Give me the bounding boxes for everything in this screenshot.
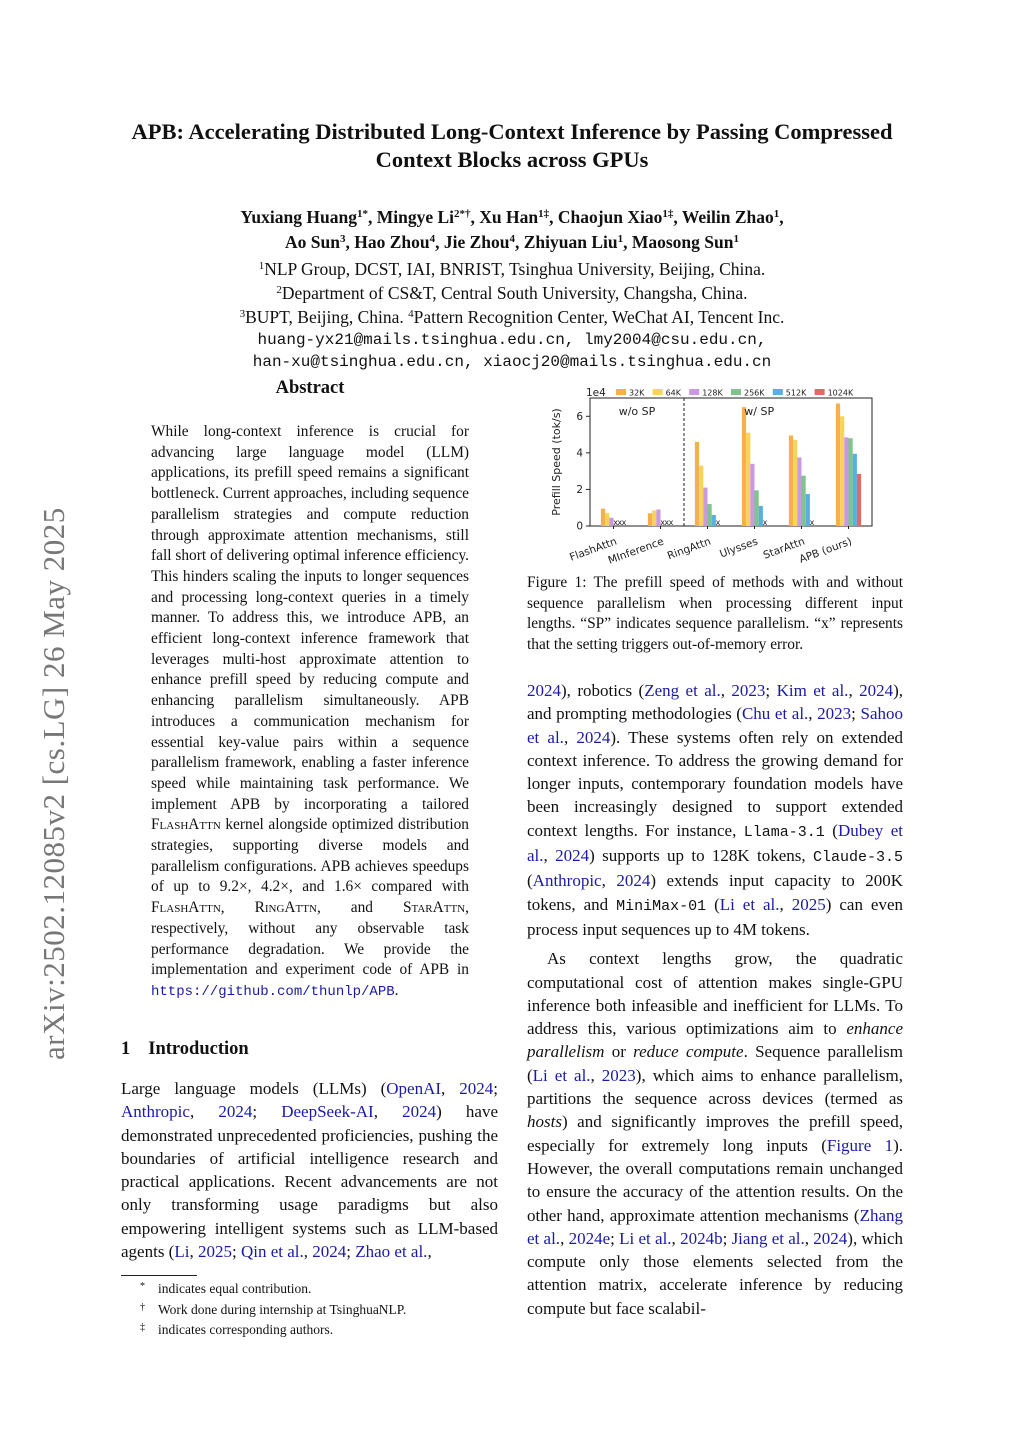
citation-link[interactable]: Dubey et al. bbox=[527, 820, 903, 866]
author-affil-mark: 1 bbox=[733, 233, 739, 245]
author-name: Maosong Sun bbox=[631, 232, 734, 252]
citation-link[interactable]: Chu et al. bbox=[741, 704, 809, 724]
legend-swatch bbox=[731, 389, 741, 395]
citation-link[interactable]: Zhang et al. bbox=[527, 1205, 903, 1248]
oom-marker: x bbox=[668, 518, 674, 527]
email-line-2: han-xu@tsinghua.edu.cn, xiaocj20@mails.tsinghua.edu.cn bbox=[252, 353, 772, 371]
paragraph: 2024), robotics (Zeng et al., 2023; Kim et al., 2024), and prompting methodologies (Chu et al., 2023; Sahoo et al., 2024). These systems often rely on extended context inference. To address the growing demand for longer inputs, contemporary foundation models have been increasingly designed to support extended context lengths. For instance, Llama-3.1 (Dubey et al., 2024) supports up to 128K tokens, Claude-3.5 (Anthropic, 2024) extends input capacity to 200K tokens, and MiniMax-01 (Li et al., 2025) can even process input sequences up to 4M tokens. bbox=[527, 681, 904, 939]
citation-link[interactable]: 2024 bbox=[218, 1102, 253, 1122]
paragraph: As context lengths grow, the quadratic computational cost of attention makes single-GPU inference both infeasible and inefficient for LLMs. To address this, various optimizations aim to enhance parallelism or reduce compute. Sequence parallelism (Li et al., 2023), which aims to enhance parallelism, partitions the sequence across devices (termed as hosts) and significantly improves the prefill speed, especially for extremely long inputs (Figure 1). However, the overall computations remain unchanged to ensure the accuracy of the attention results. On the other hand, approximate attention mechanisms (Zhang et al., 2024e; Li et al., 2024b; Jiang et al., 2024), which compute only those elements selected from the attention matrix, accelerate inference by reducing compute but face scalabil- bbox=[527, 949, 904, 1318]
oom-marker: x bbox=[715, 518, 721, 527]
citation-link[interactable]: Qin et al. bbox=[240, 1242, 304, 1262]
bar bbox=[699, 466, 703, 526]
oom-marker: x bbox=[613, 518, 618, 527]
y-tick-label: 2 bbox=[576, 483, 583, 496]
group-label-with-sp: w/ SP bbox=[744, 405, 775, 418]
figure-ref-link[interactable]: Figure 1 bbox=[826, 1135, 894, 1155]
author-list: Yuxiang Huang$^{1*}$, Mingye $Li^{2*\dagger}$, Xu Han$^{1\ddagger}$, Chaojun Xiao$^{1\ddagger}$, Weilin Zhao$^1$, Ao Sun$^3$, Hao Zhou$^4$, Jie Zhou$^4$, Zhiyuan Liu$^1$, Maosong Sun$^1$ bbox=[240, 207, 784, 252]
author-name: Chaojun Xiao bbox=[557, 207, 663, 227]
affiliations bbox=[110, 257, 914, 373]
legend-label: 32K bbox=[629, 388, 645, 398]
figure-caption: Figure 1: The prefill speed of methods with and without sequence parallelism when processing different input lengths. “SP” indicates sequence parallelism. “x” represents that the setting triggers out-of-memory error. bbox=[527, 574, 903, 654]
citation-link[interactable]: Sahoo et al. bbox=[527, 704, 903, 747]
author-name: Hao Zhou bbox=[354, 232, 430, 252]
footnote: ‡ indicates corresponding authors. bbox=[140, 1322, 334, 1337]
citation-link[interactable]: 2024 bbox=[859, 681, 894, 700]
abstract-heading: Abstract bbox=[275, 378, 345, 398]
bar bbox=[857, 474, 861, 526]
bar bbox=[853, 454, 857, 526]
legend-label: 128K bbox=[702, 388, 723, 398]
figure-label: Figure 1: bbox=[527, 574, 587, 591]
citation-link[interactable]: Zeng et al. bbox=[644, 681, 721, 700]
x-tick-label: MInference bbox=[606, 535, 666, 567]
author-name: Jie Zhou bbox=[443, 232, 510, 252]
bar bbox=[742, 407, 746, 526]
citation-link[interactable]: Jiang et al. bbox=[731, 1228, 805, 1248]
oom-marker: x bbox=[617, 518, 623, 527]
footnote: † Work done during internship at TsinghuaNLP. bbox=[140, 1301, 407, 1317]
citation-link[interactable]: 2025 bbox=[791, 894, 826, 914]
author-affil-mark: 1* bbox=[356, 208, 368, 220]
bar bbox=[746, 433, 750, 526]
citation-link[interactable]: Li bbox=[174, 1242, 190, 1262]
bar bbox=[844, 437, 848, 526]
bar bbox=[789, 435, 793, 526]
legend-label: 512K bbox=[785, 388, 807, 398]
citation-link[interactable]: 2024 bbox=[813, 1228, 848, 1248]
author-affil-mark: 1 bbox=[617, 233, 624, 245]
citation-link[interactable]: Zhao et al. bbox=[355, 1242, 428, 1262]
bar bbox=[648, 513, 652, 526]
right-column-text bbox=[527, 679, 903, 1320]
y-tick-label: 4 bbox=[576, 447, 583, 460]
citation-link[interactable]: Li et al. bbox=[719, 894, 780, 914]
oom-marker: x bbox=[762, 518, 768, 527]
citation-link[interactable]: 2024 bbox=[459, 1079, 494, 1098]
bar bbox=[695, 442, 699, 526]
y-tick-label: 6 bbox=[576, 410, 583, 423]
model-name: MiniMax-01 bbox=[616, 897, 707, 915]
citation-link[interactable]: Kim et al. bbox=[776, 681, 849, 700]
bar bbox=[605, 513, 609, 526]
affiliation-2: $^2$Department of CS&T, Central South University, Changsha, China. bbox=[276, 283, 748, 303]
citation-link[interactable]: 2024 bbox=[616, 871, 651, 891]
oom-marker: x bbox=[621, 518, 627, 527]
citation-link[interactable]: 2024 bbox=[527, 681, 561, 700]
legend-label: 1024K bbox=[827, 388, 854, 398]
y-axis-title: Prefill Speed (tok/s) bbox=[550, 408, 563, 516]
author-name: Yuxiang Huang bbox=[240, 207, 357, 227]
bar bbox=[703, 488, 707, 526]
bar bbox=[793, 440, 797, 526]
affiliation-1: $^1$NLP Group, DCST, IAI, BNRIST, Tsinghua University, Beijing, China. bbox=[258, 259, 766, 279]
oom-marker: x bbox=[660, 518, 665, 527]
citation-link[interactable]: Anthropic bbox=[532, 871, 602, 891]
section-number: 1 bbox=[121, 1039, 131, 1059]
abstract-body: While long-context inference is crucial for advancing large language model (LLM) applications, its prefill speed remains a significant bottleneck. Current approaches, including sequence parallelism strategies and compute reduction through approximate attention mechanisms, still fall short of delivering optimal inference efficiency. This hinders scaling the inputs to longer sequences and processing long-context queries in a timely manner. To address this, we introduce APB, an efficient long-context inference framework that leverages multi-host approximate attention to enhance prefill speed by reducing compute and enhancing parallelism simultaneously. APB introduces a communication mechanism for essential key-value pairs within a sequence parallelism framework, enabling a faster inference speed while maintaining task performance. We implement APB by incorporating a tailored FlashAttn kernel alongside optimized distribution strategies, supporting diverse models and parallelism configurations. APB achieves speedups of up to 9.2×, 4.2×, and 1.6× compared with FlashAttn, RingAttn, and StarAttn, respectively, without any observable task performance degradation. We provide the implementation and experiment code of APB in https://github.com/thunlp/APB. bbox=[151, 423, 469, 1000]
author-name: Zhiyuan Liu bbox=[523, 232, 618, 252]
bar bbox=[601, 509, 605, 526]
bar bbox=[840, 416, 844, 526]
author-affil-mark: 4 bbox=[429, 233, 436, 245]
figure-1-chart bbox=[520, 385, 910, 575]
legend-label: 256K bbox=[744, 388, 765, 398]
author-name: Weilin Zhao bbox=[681, 207, 774, 227]
x-tick-label: FlashAttn bbox=[567, 535, 619, 564]
author-affil-mark: 1 bbox=[773, 208, 780, 220]
citation-link[interactable]: 2024 bbox=[402, 1102, 437, 1122]
affiliation-3-4: $^3$BUPT, Beijing, China. $^4$Pattern Recognition Center, WeChat AI, Tencent Inc. bbox=[239, 307, 785, 327]
x-tick-label: RingAttn bbox=[665, 535, 713, 563]
bar bbox=[802, 476, 806, 526]
method-name: FlashAttn bbox=[151, 899, 221, 917]
author-name: Ao Sun bbox=[284, 232, 340, 252]
citation-link[interactable]: 2023 bbox=[817, 704, 852, 724]
footnotes bbox=[140, 1278, 500, 1340]
code-url-link[interactable]: https://github.com/thunlp/APB bbox=[151, 983, 395, 1000]
arxiv-identifier: arXiv:2502.12085v2 [cs.LG] 26 May 2025 bbox=[36, 507, 71, 1060]
x-tick-label: Ulysses bbox=[718, 535, 760, 561]
legend-label: 64K bbox=[665, 388, 682, 398]
prefill-speed-bar-chart bbox=[520, 385, 910, 575]
x-tick-label: StarAttn bbox=[761, 535, 807, 562]
bar bbox=[750, 464, 754, 526]
group-label-without-sp: w/o SP bbox=[618, 405, 656, 418]
citation-link[interactable]: Li et al. bbox=[532, 1065, 591, 1085]
citation-link[interactable]: 2025 bbox=[197, 1242, 232, 1262]
bar bbox=[849, 438, 853, 526]
citation-link[interactable]: DeepSeek-AI bbox=[281, 1102, 374, 1122]
paper-title: APB: Accelerating Distributed Long-Context Inference by Passing Compressed Context Blocks across GPUs bbox=[131, 119, 893, 172]
intro-paragraph: Large language models (LLMs) (OpenAI, 2024; Anthropic, 2024; DeepSeek-AI, 2024) have demonstrated unprecedented proficiencies, pushing the boundaries of artificial intelligence research and practical applications. Recent advancements are not only transforming usage paradigms but also empowering intelligent systems such as LLM-based agents (Li, 2025; Qin et al., 2024; Zhao et al., bbox=[121, 1079, 499, 1262]
legend-swatch bbox=[815, 389, 825, 395]
oom-marker: x bbox=[809, 518, 815, 527]
legend-swatch bbox=[653, 389, 663, 395]
citation-link[interactable]: 2024e bbox=[568, 1228, 611, 1248]
author-affil-mark: 4 bbox=[509, 233, 515, 245]
legend-swatch bbox=[616, 389, 626, 395]
citation-link[interactable]: 2023 bbox=[601, 1065, 636, 1085]
bar bbox=[836, 403, 840, 526]
bar bbox=[797, 457, 801, 526]
citation-link[interactable]: 2023 bbox=[731, 681, 766, 700]
bar bbox=[708, 504, 712, 526]
method-name: FlashAttn bbox=[151, 816, 221, 834]
model-name: Llama-3.1 bbox=[743, 823, 825, 841]
y-tick-label: 0 bbox=[576, 520, 583, 533]
section-heading bbox=[121, 1039, 249, 1060]
email-line-1: huang-yx21@mails.tsinghua.edu.cn, lmy2004@csu.edu.cn, bbox=[257, 331, 767, 349]
legend-swatch bbox=[773, 389, 783, 395]
x-tick-label: APB (ours) bbox=[797, 535, 854, 566]
footnote: * indicates equal contribution. bbox=[140, 1281, 312, 1296]
y-scale-label: 1e4 bbox=[586, 387, 606, 399]
citation-link[interactable]: Anthropic bbox=[121, 1102, 190, 1122]
author-name: Mingye Li bbox=[376, 207, 454, 227]
oom-marker: x bbox=[664, 518, 670, 527]
citation-link[interactable]: 2024 bbox=[555, 846, 590, 866]
citation-link[interactable]: Li et al. bbox=[619, 1228, 672, 1248]
bar bbox=[652, 510, 656, 526]
author-affil-mark: 3 bbox=[339, 233, 346, 245]
method-name: RingAttn bbox=[254, 899, 317, 917]
section-title: Introduction bbox=[148, 1039, 249, 1059]
footnote-divider bbox=[121, 1275, 197, 1276]
model-name: Claude-3.5 bbox=[812, 849, 903, 867]
citation-link[interactable]: OpenAI bbox=[386, 1079, 442, 1098]
citation-link[interactable]: 2024 bbox=[312, 1242, 347, 1262]
method-name: StarAttn bbox=[402, 899, 466, 917]
legend-swatch bbox=[689, 389, 699, 395]
author-affil-mark: 1‡ bbox=[538, 208, 550, 220]
author-affil-mark: 1‡ bbox=[662, 208, 674, 220]
bar bbox=[755, 490, 759, 526]
citation-link[interactable]: 2024b bbox=[680, 1228, 723, 1248]
citation-link[interactable]: 2024 bbox=[576, 727, 611, 747]
author-name: Xu Han bbox=[479, 207, 539, 227]
author-affil-mark: 2*† bbox=[454, 208, 471, 220]
